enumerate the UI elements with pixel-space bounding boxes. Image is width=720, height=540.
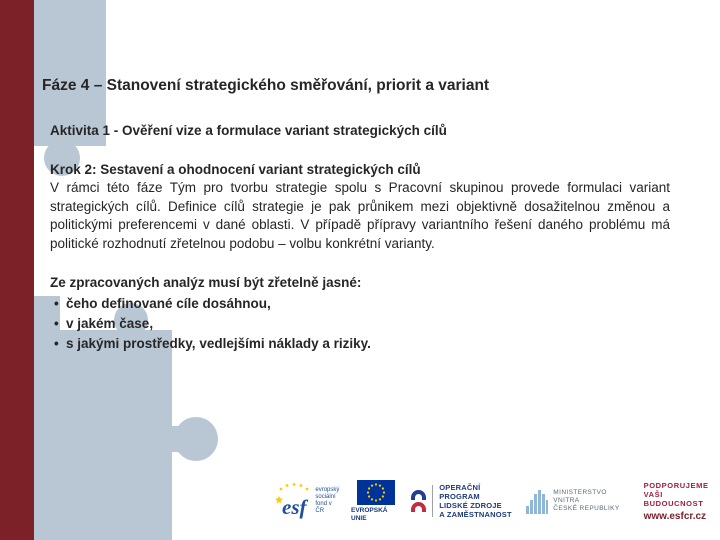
bullet-list [50, 294, 670, 354]
bullet-text: s jakými prostředky, vedlejšími náklady a riziky. [66, 336, 371, 351]
support-line-1: PODPORUJEME [643, 480, 709, 490]
bullet-marker: • [54, 316, 59, 331]
eu-flag-caption: EVROPSKÁ UNIE [351, 506, 388, 522]
ministry-caption: MINISTERSTVO VNITRA ČESKÉ REPUBLIKY [553, 489, 620, 512]
support-line-2: VAŠI BUDOUCNOST [643, 489, 704, 508]
esfcr-url: www.esfcr.cz [643, 510, 707, 522]
slide-title: Fáze 4 – Stanovení strategického směřování, priorit a variant [42, 77, 490, 94]
esf-wordmark: esf [282, 495, 307, 519]
ministry-logo [526, 488, 630, 514]
logo-divider [432, 485, 433, 517]
left-accent-bar [0, 0, 34, 540]
ministry-lion-icon [526, 488, 548, 514]
emphasis-line: Ze zpracovaných analýz musí být zřetelně jasné: [50, 275, 362, 290]
esf-logo [272, 480, 341, 522]
eu-flag-icon [357, 480, 395, 505]
body-paragraph: V rámci této fáze Tým pro tvorbu strategie spolu s Pracovní skupinou provede formulaci variant strategických cílů. Definice cílů strategie je pak průnikem mezi objektivně dosažitelnou změnou a politickými preferencemi v dané oblasti. V případě přípravy variantního řešení daného problému má politické rozhodnutí zřetelnou podobu – volbu konkrétní varianty. [50, 180, 670, 251]
esf-caption: evropský sociální fond v ČR [315, 487, 340, 514]
slide-content [42, 76, 670, 354]
activity-heading: Aktivita 1 - Ověření vize a formulace variant strategických cílů [50, 123, 447, 138]
bullet-text: čeho definované cíle dosáhnou, [66, 296, 271, 311]
esf-stars-icon [272, 480, 312, 522]
oplzz-figure-icon [411, 490, 426, 512]
oplzz-caption: OPERAČNÍ PROGRAM LIDSKÉ ZDROJE A ZAMĚSTNANOST [439, 483, 512, 519]
list-item [50, 334, 670, 354]
bullet-text: v jakém čase, [66, 316, 154, 331]
bullet-marker: • [54, 336, 59, 351]
oplzz-logo [411, 483, 516, 519]
list-item [50, 314, 670, 334]
step-heading: Krok 2: Sestavení a ohodnocení variant strategických cílů [50, 162, 421, 177]
bullet-marker: • [54, 296, 59, 311]
support-text-block [644, 481, 720, 522]
list-item [50, 294, 670, 314]
eu-flag-logo [351, 480, 401, 523]
footer-logos [272, 474, 720, 528]
